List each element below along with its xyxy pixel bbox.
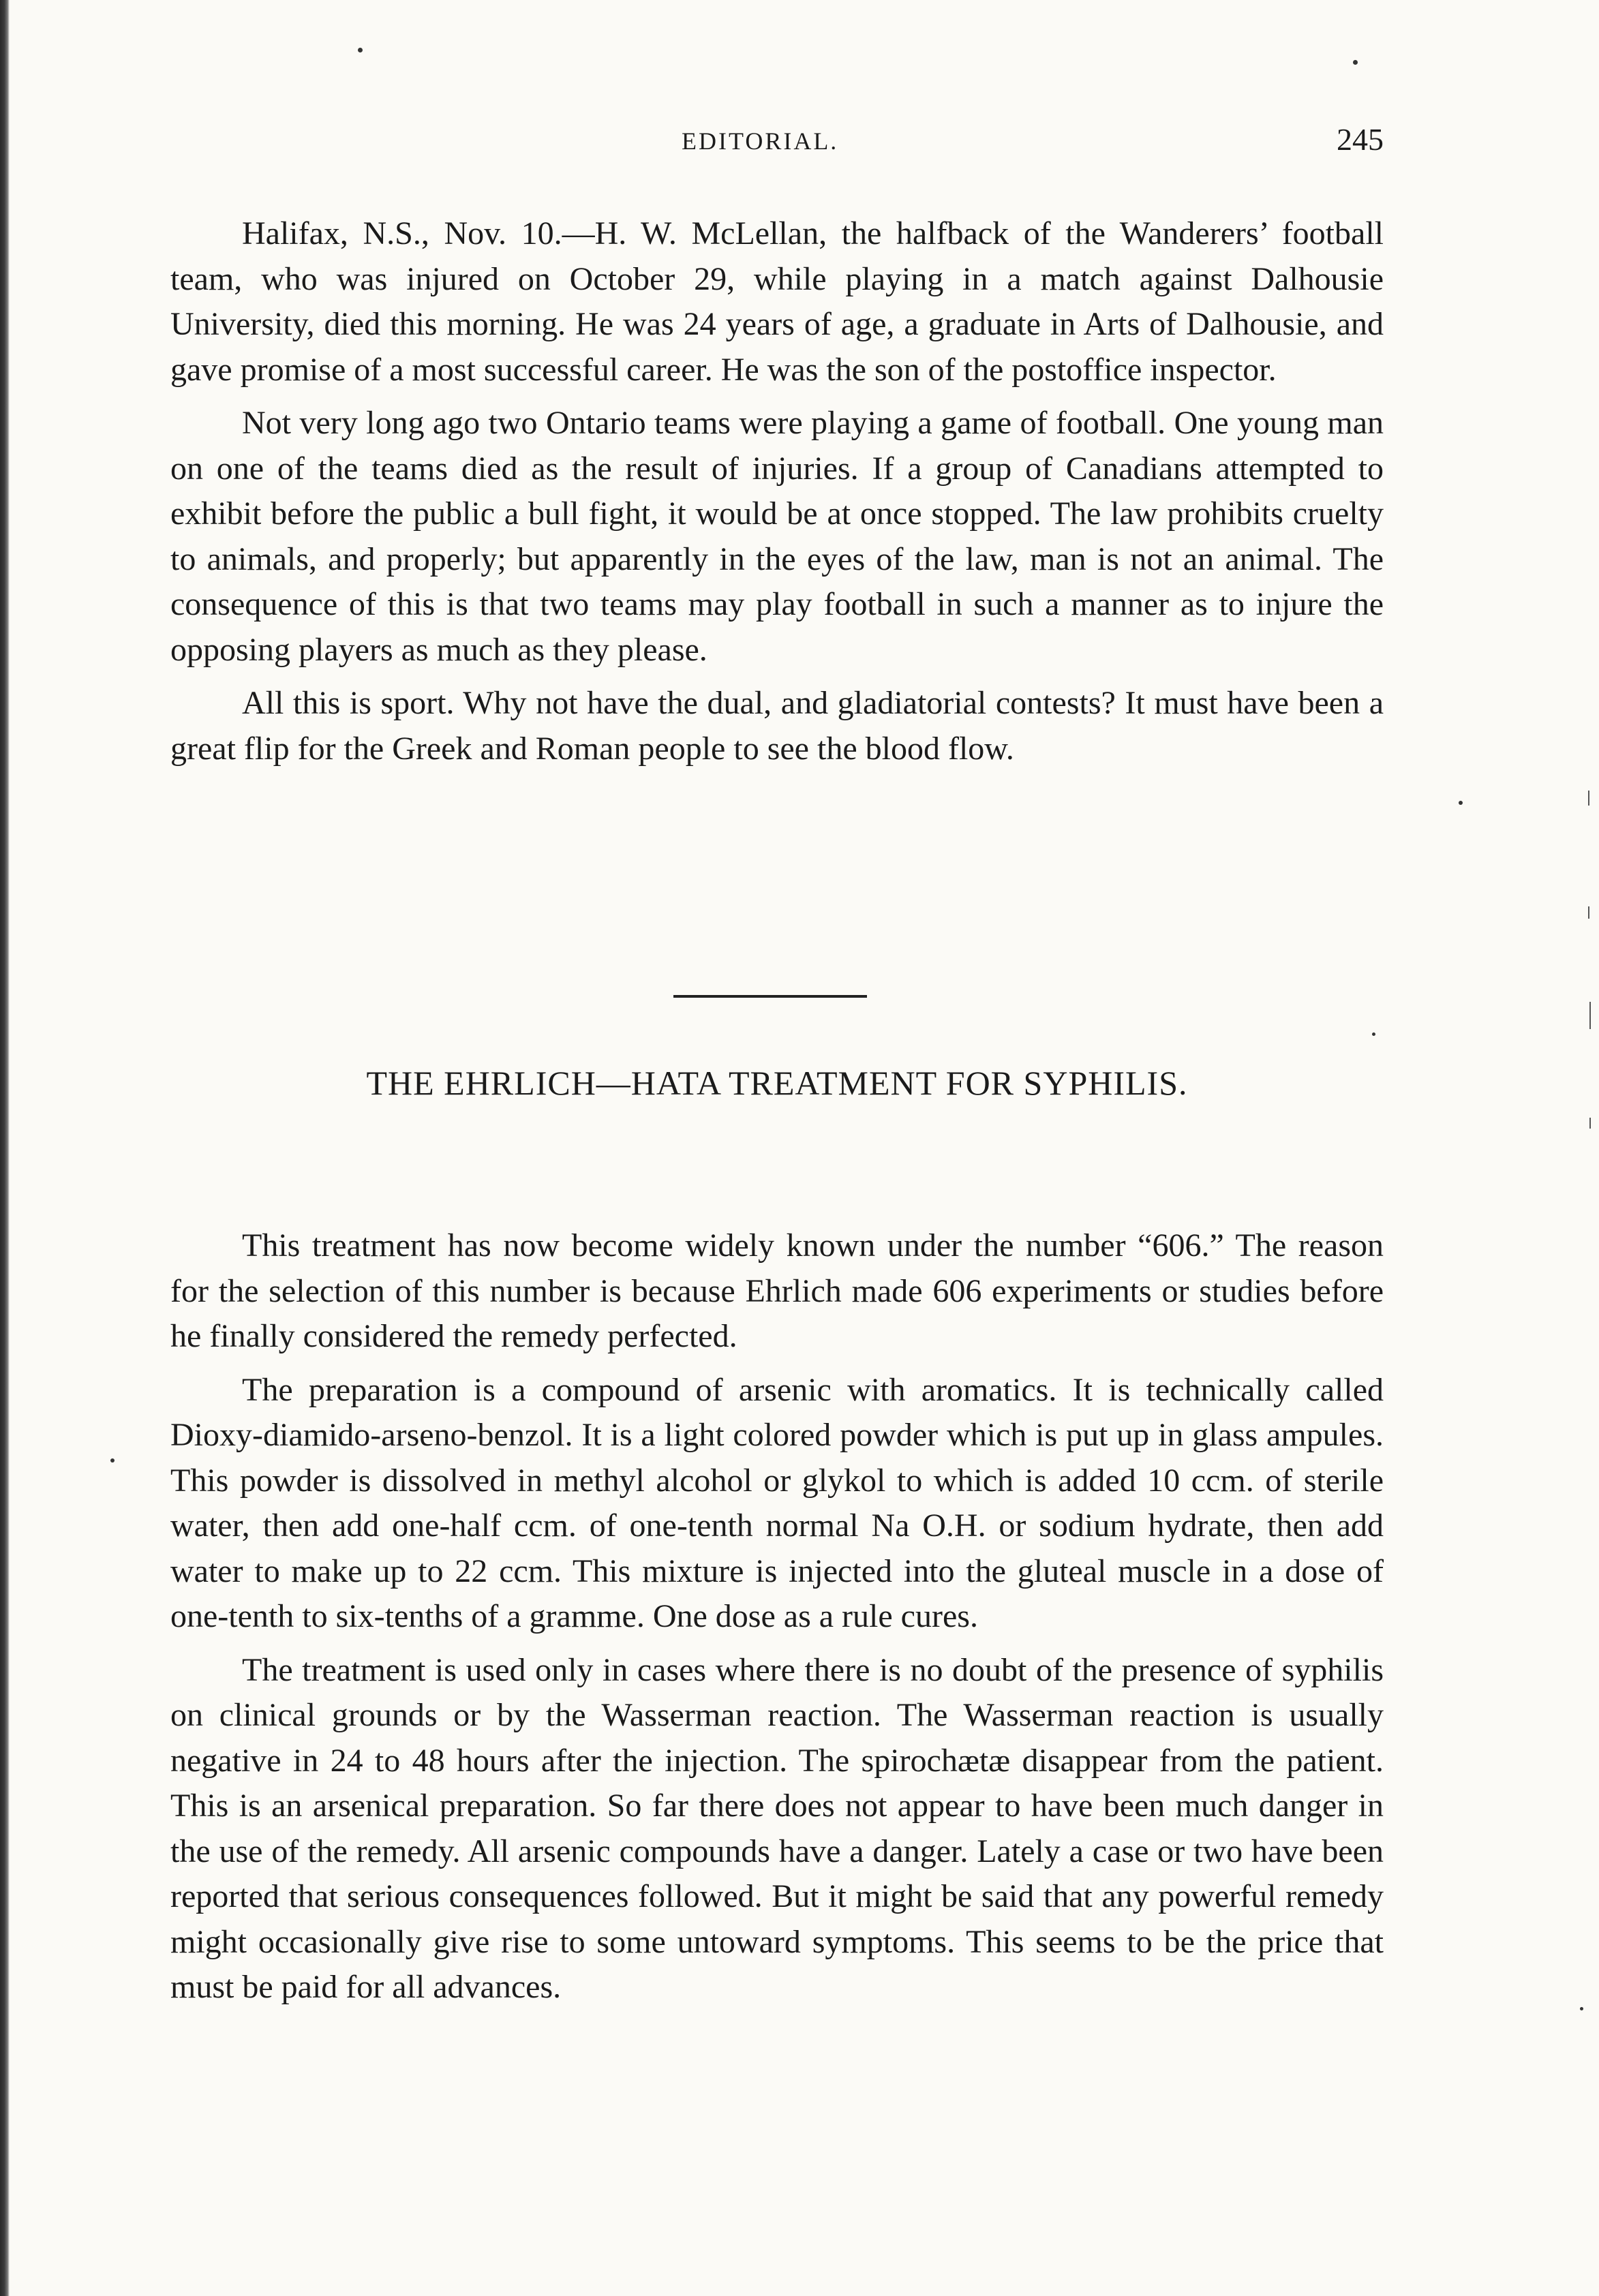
treatment-paragraph: This treatment has now become widely known under the number “606.” The reason for the selection of this number is because Ehrlich made 606 experiments or studies before he finally considered the remedy perfected. xyxy=(170,1227,1384,1354)
treatment-block xyxy=(170,1223,1384,2019)
treatment-paragraph: The preparation is a compound of arsenic with aromatics. It is technically called Dioxy-diamido-arseno-benzol. It is a light colored powder which is put up in glass ampules. This powder is dissolved in methyl alcohol or glykol to which is added 10 ccm. of sterile water, then add one-half ccm. of one-tenth normal Na O.H. or sodium hydrate, then add water to make up to 22 ccm. This mixture is injected into the gluteal muscle in a dose of one-tenth to six-tenths of a gramme. One dose as a rule cures. xyxy=(170,1371,1384,1634)
page-number: 245 xyxy=(1337,122,1384,157)
margin-tick xyxy=(1589,1118,1591,1129)
section-heading: THE EHRLICH—HATA TREATMENT FOR SYPHILIS. xyxy=(366,1064,1188,1102)
scan-speck xyxy=(110,1458,115,1463)
news-paragraph: Halifax, N.S., Nov. 10.—H. W. McLellan, the halfback of the Wanderers’ football team, who was injured on October 29, while playing in a match against Dalhousie University, died this morning. He was 24 years of age, a graduate in Arts of Dalhousie, and gave promise of a most successful career. He was the son of the postoffice inspector. xyxy=(170,215,1384,388)
binding-edge xyxy=(0,0,10,2296)
news-paragraph: Not very long ago two Ontario teams were playing a game of football. One young man on one of the teams died as the result of injuries. If a group of Canadians attempted to exhibit before the public a bull fight, it would be at once stopped. The law prohibits cruelty to animals, and properly; but apparently in the eyes of the law, man is not an animal. The consequence of this is that two teams may play football in such a manner as to injure the opposing players as much as they please. xyxy=(170,405,1384,668)
scan-speck xyxy=(358,48,363,52)
scan-speck xyxy=(1353,60,1358,65)
running-head xyxy=(170,117,1384,165)
scan-speck xyxy=(1459,801,1463,805)
news-block xyxy=(170,211,1384,780)
margin-tick xyxy=(1588,791,1589,806)
treatment-paragraph: The treatment is used only in cases where there is no doubt of the presence of syphilis on clinical grounds or by the Wasserman reaction. The Wasserman reaction is usually negative in 24 to 48 hours after the injection. The spirochætæ disappear from the patient. This is an arsenical preparation. So far there does not appear to have been much danger in the use of the remedy. All arsenic compounds have a danger. Lately a case or two have been reported that serious consequences followed. But it might be said that any powerful remedy might occasionally give rise to some untoward symptoms. This seems to be the price that must be paid for all advances. xyxy=(170,1651,1384,2005)
scan-speck xyxy=(1580,2007,1583,2010)
running-title: EDITORIAL. xyxy=(682,127,839,155)
news-paragraph: All this is sport. Why not have the dual, and gladiatorial contests? It must have been a great flip for the Greek and Roman people to see the blood flow. xyxy=(170,685,1384,767)
scan-speck xyxy=(1372,1032,1375,1036)
section-divider xyxy=(673,995,867,998)
margin-tick xyxy=(1589,1002,1591,1029)
margin-tick xyxy=(1588,906,1589,919)
